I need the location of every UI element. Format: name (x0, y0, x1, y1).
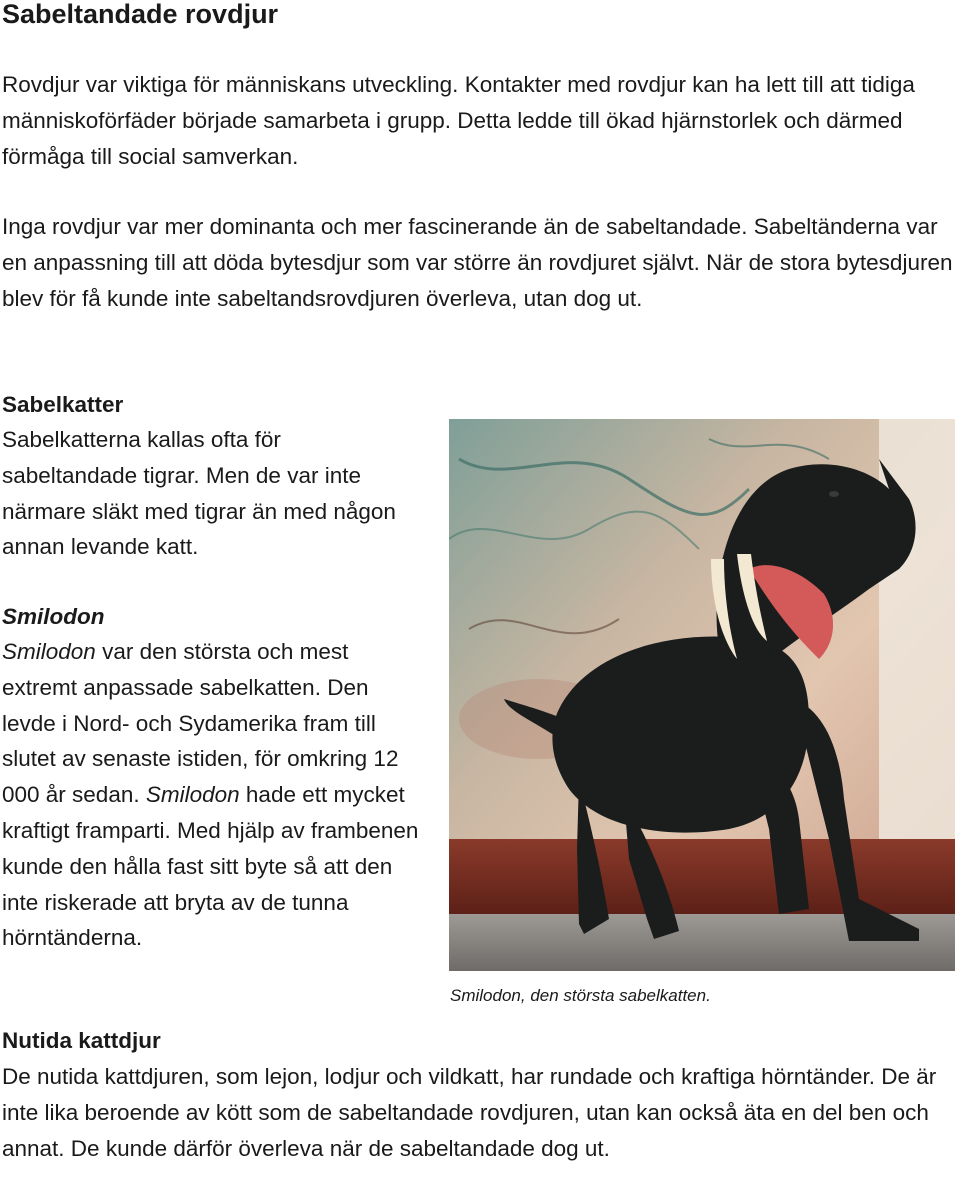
page-title: Sabeltandade rovdjur (2, 0, 279, 29)
smilodon-name: Smilodon (2, 639, 96, 664)
smilodon-text-2: hade ett mycket kraftigt framparti. Med hjälp av frambenen kunde den hålla fast sitt byte så att den inte riskerade att bryta av de tunna hörntänderna. (2, 782, 419, 951)
photo-caption: Smilodon, den största sabelkatten. (450, 986, 711, 1005)
smilodon-heading: Smilodon (2, 604, 105, 629)
intro-paragraph-2: Inga rovdjur var mer dominanta och mer fascinerande än de sabeltandade. Sabeltänderna var en anpassning till att döda bytesdjur som var större än rovdjuret självt. När de stora bytesdjuren blev för få kunde inte sabeltandsrovdjuren överleva, utan dog ut. (2, 214, 953, 311)
nutida-paragraph: De nutida kattdjuren, som lejon, lodjur och vildkatt, har rundade och kraftiga hörntänder. De är inte lika beroende av kött som de sabeltandade rovdjuren, utan kan också äta en del ben och annat. De kunde därför överleva när de sabeltandade dog ut. (2, 1064, 937, 1161)
smilodon-name-2: Smilodon (145, 782, 240, 808)
smilodon-paragraph (2, 634, 427, 956)
nutida-heading: Nutida kattdjur (2, 1028, 161, 1053)
smilodon-photo (449, 419, 955, 971)
smilodon-text-1: var den största och mest extremt anpassade sabelkatten. Den levde i Nord- och Sydamerika fram till slutet av senaste istiden, för omkring 12 000 år sedan. (2, 639, 399, 808)
sabelkatter-paragraph: Sabelkatterna kallas ofta för sabeltandade tigrar. Men de var inte närmare släkt med tigrar än med någon annan levande katt. (2, 427, 396, 560)
sabelkatter-heading: Sabelkatter (2, 392, 124, 417)
intro-paragraph-1: Rovdjur var viktiga för människans utveckling. Kontakter med rovdjur kan ha lett till att tidiga människoförfäder började samarbeta i grupp. Detta ledde till ökad hjärnstorlek och därmed förmåga till social samverkan. (2, 72, 915, 169)
